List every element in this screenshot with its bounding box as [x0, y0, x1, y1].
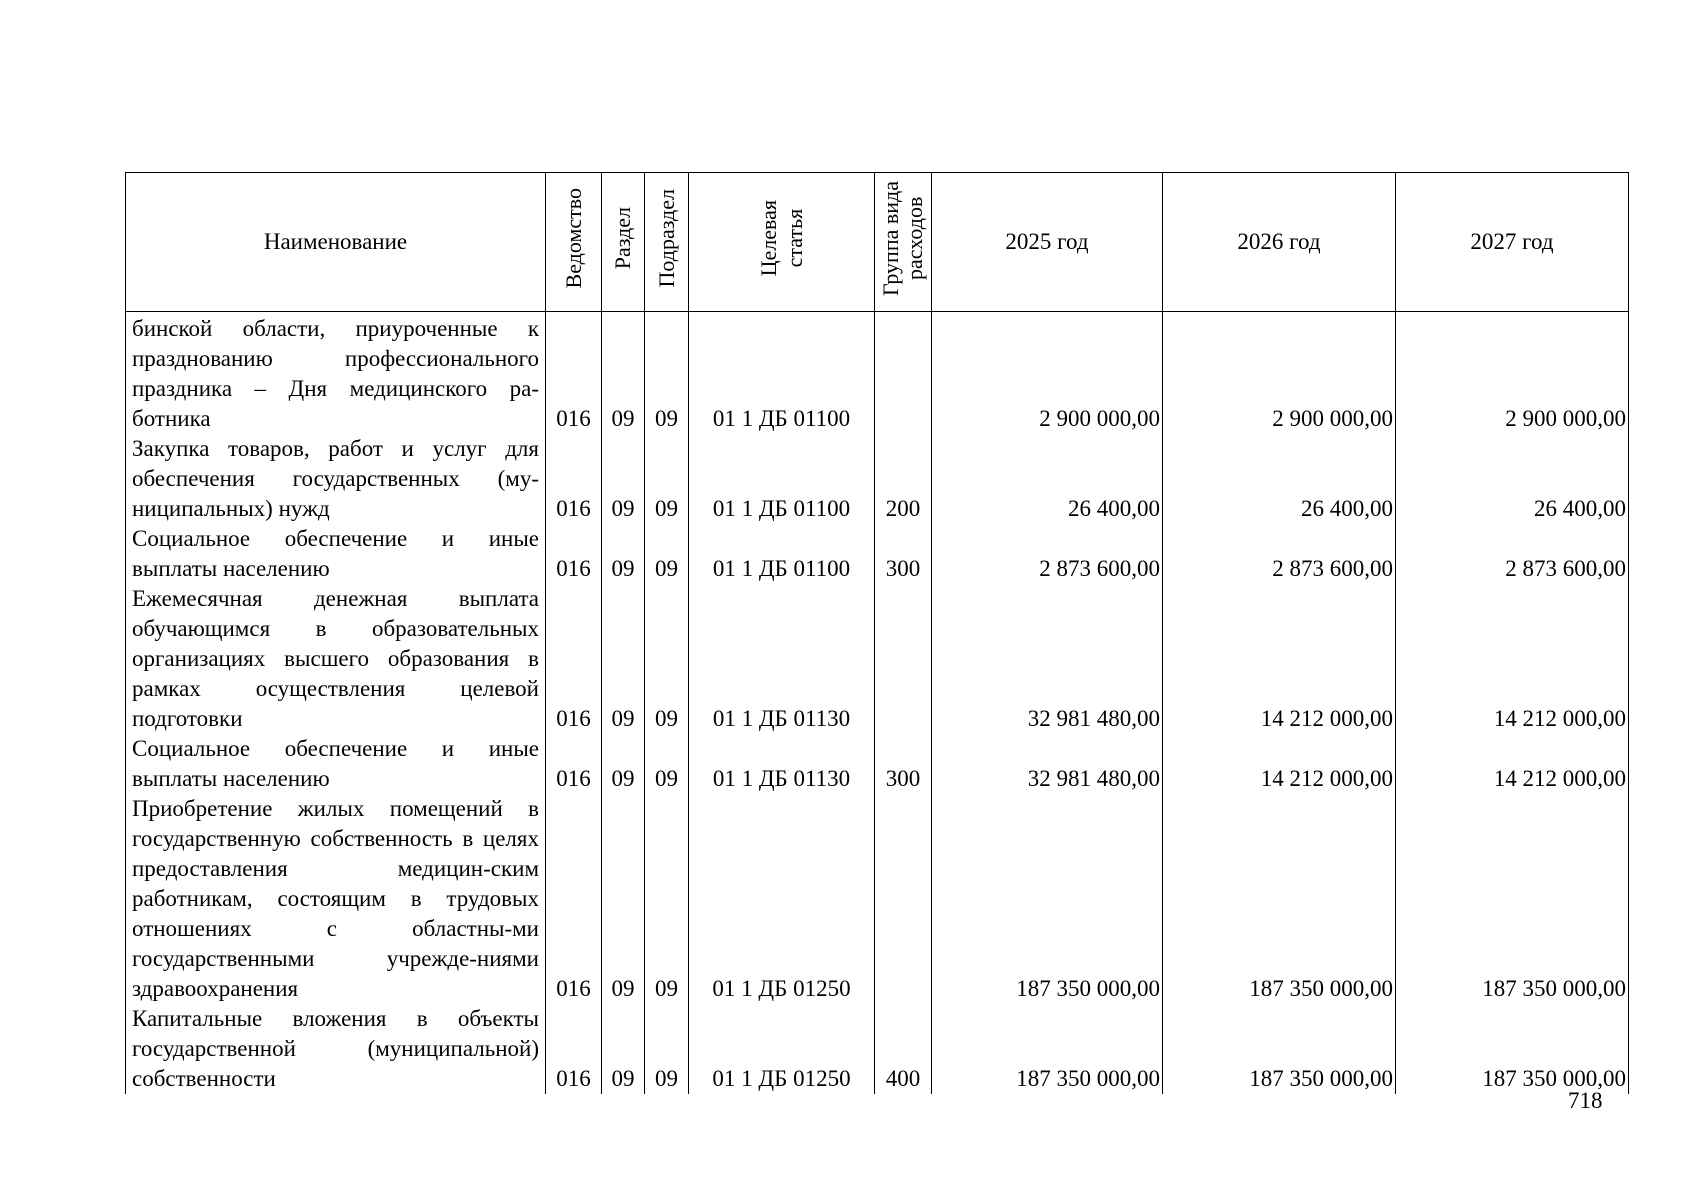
row-name: бинской области, приуроченные к празднованию профессионального праздника – Дня медицинского ра-ботника	[126, 314, 546, 434]
row-department: 016	[546, 524, 602, 584]
row-amount-2026: 14 212 000,00	[1163, 734, 1396, 794]
row-expense-group	[875, 584, 932, 734]
row-amount-2027: 187 350 000,00	[1396, 1004, 1629, 1094]
header-subsection: Подраздел	[645, 173, 689, 312]
row-subsection: 09	[645, 734, 689, 794]
row-amount-2026: 187 350 000,00	[1163, 1004, 1396, 1094]
row-subsection: 09	[645, 584, 689, 734]
row-amount-2026: 2 873 600,00	[1163, 524, 1396, 584]
row-department: 016	[546, 314, 602, 434]
row-expense-group: 300	[875, 734, 932, 794]
row-target-article: 01 1 ДБ 01130	[689, 584, 875, 734]
row-target-article: 01 1 ДБ 01100	[689, 314, 875, 434]
row-department: 016	[546, 734, 602, 794]
row-name: Закупка товаров, работ и услуг для обеспечения государственных (му-ниципальных) нужд	[126, 434, 546, 524]
table-row	[126, 734, 1629, 794]
row-amount-2027: 187 350 000,00	[1396, 794, 1629, 1004]
row-amount-2026: 187 350 000,00	[1163, 794, 1396, 1004]
row-amount-2026: 14 212 000,00	[1163, 584, 1396, 734]
table-row	[126, 524, 1629, 584]
row-section: 09	[602, 584, 645, 734]
row-section: 09	[602, 734, 645, 794]
row-department: 016	[546, 584, 602, 734]
row-name: Социальное обеспечение и иные выплаты населению	[126, 734, 546, 794]
row-name: Приобретение жилых помещений в государственную собственность в целях предоставления медицин-ским работникам, состоящим в трудовых отношениях с областны-ми государственными учрежде-ниями здравоохранения	[126, 794, 546, 1004]
row-amount-2027: 14 212 000,00	[1396, 584, 1629, 734]
row-name: Социальное обеспечение и иные выплаты населению	[126, 524, 546, 584]
row-expense-group: 400	[875, 1004, 932, 1094]
row-subsection: 09	[645, 434, 689, 524]
row-section: 09	[602, 524, 645, 584]
row-target-article: 01 1 ДБ 01250	[689, 794, 875, 1004]
header-section: Раздел	[602, 173, 645, 312]
row-amount-2026: 2 900 000,00	[1163, 314, 1396, 434]
row-amount-2025: 26 400,00	[932, 434, 1163, 524]
row-amount-2025: 32 981 480,00	[932, 734, 1163, 794]
row-section: 09	[602, 1004, 645, 1094]
row-name: Ежемесячная денежная выплата обучающимся в образовательных организациях высшего образования в рамках осуществления целевой подготовки	[126, 584, 546, 734]
header-year-2026: 2026 год	[1163, 173, 1396, 312]
row-amount-2027: 14 212 000,00	[1396, 734, 1629, 794]
row-section: 09	[602, 794, 645, 1004]
row-subsection: 09	[645, 314, 689, 434]
row-department: 016	[546, 794, 602, 1004]
row-name: Капитальные вложения в объекты государственной (муниципальной) собственности	[126, 1004, 546, 1094]
row-target-article: 01 1 ДБ 01100	[689, 524, 875, 584]
row-expense-group	[875, 314, 932, 434]
row-amount-2026: 26 400,00	[1163, 434, 1396, 524]
header-name: Наименование	[126, 173, 546, 312]
table-header-row	[126, 173, 1629, 312]
row-amount-2025: 2 900 000,00	[932, 314, 1163, 434]
row-target-article: 01 1 ДБ 01250	[689, 1004, 875, 1094]
row-subsection: 09	[645, 1004, 689, 1094]
row-section: 09	[602, 314, 645, 434]
row-amount-2025: 187 350 000,00	[932, 794, 1163, 1004]
budget-table	[125, 172, 1629, 1094]
header-target-article: Целевая статья	[689, 173, 875, 312]
row-subsection: 09	[645, 794, 689, 1004]
header-year-2027: 2027 год	[1396, 173, 1629, 312]
header-year-2025: 2025 год	[932, 173, 1163, 312]
row-department: 016	[546, 1004, 602, 1094]
row-amount-2025: 2 873 600,00	[932, 524, 1163, 584]
row-expense-group: 300	[875, 524, 932, 584]
table-row	[126, 314, 1629, 434]
table-row	[126, 794, 1629, 1004]
row-department: 016	[546, 434, 602, 524]
row-expense-group: 200	[875, 434, 932, 524]
page-number: 718	[1568, 1088, 1603, 1113]
row-subsection: 09	[645, 524, 689, 584]
row-expense-group	[875, 794, 932, 1004]
row-amount-2025: 187 350 000,00	[932, 1004, 1163, 1094]
row-target-article: 01 1 ДБ 01100	[689, 434, 875, 524]
table-row	[126, 1004, 1629, 1094]
row-amount-2027: 2 873 600,00	[1396, 524, 1629, 584]
header-expense-group: Группа вида расходов	[875, 173, 932, 312]
row-target-article: 01 1 ДБ 01130	[689, 734, 875, 794]
row-amount-2027: 26 400,00	[1396, 434, 1629, 524]
table-row	[126, 434, 1629, 524]
table-row	[126, 584, 1629, 734]
header-department: Ведомство	[546, 173, 602, 312]
row-section: 09	[602, 434, 645, 524]
row-amount-2027: 2 900 000,00	[1396, 314, 1629, 434]
row-amount-2025: 32 981 480,00	[932, 584, 1163, 734]
